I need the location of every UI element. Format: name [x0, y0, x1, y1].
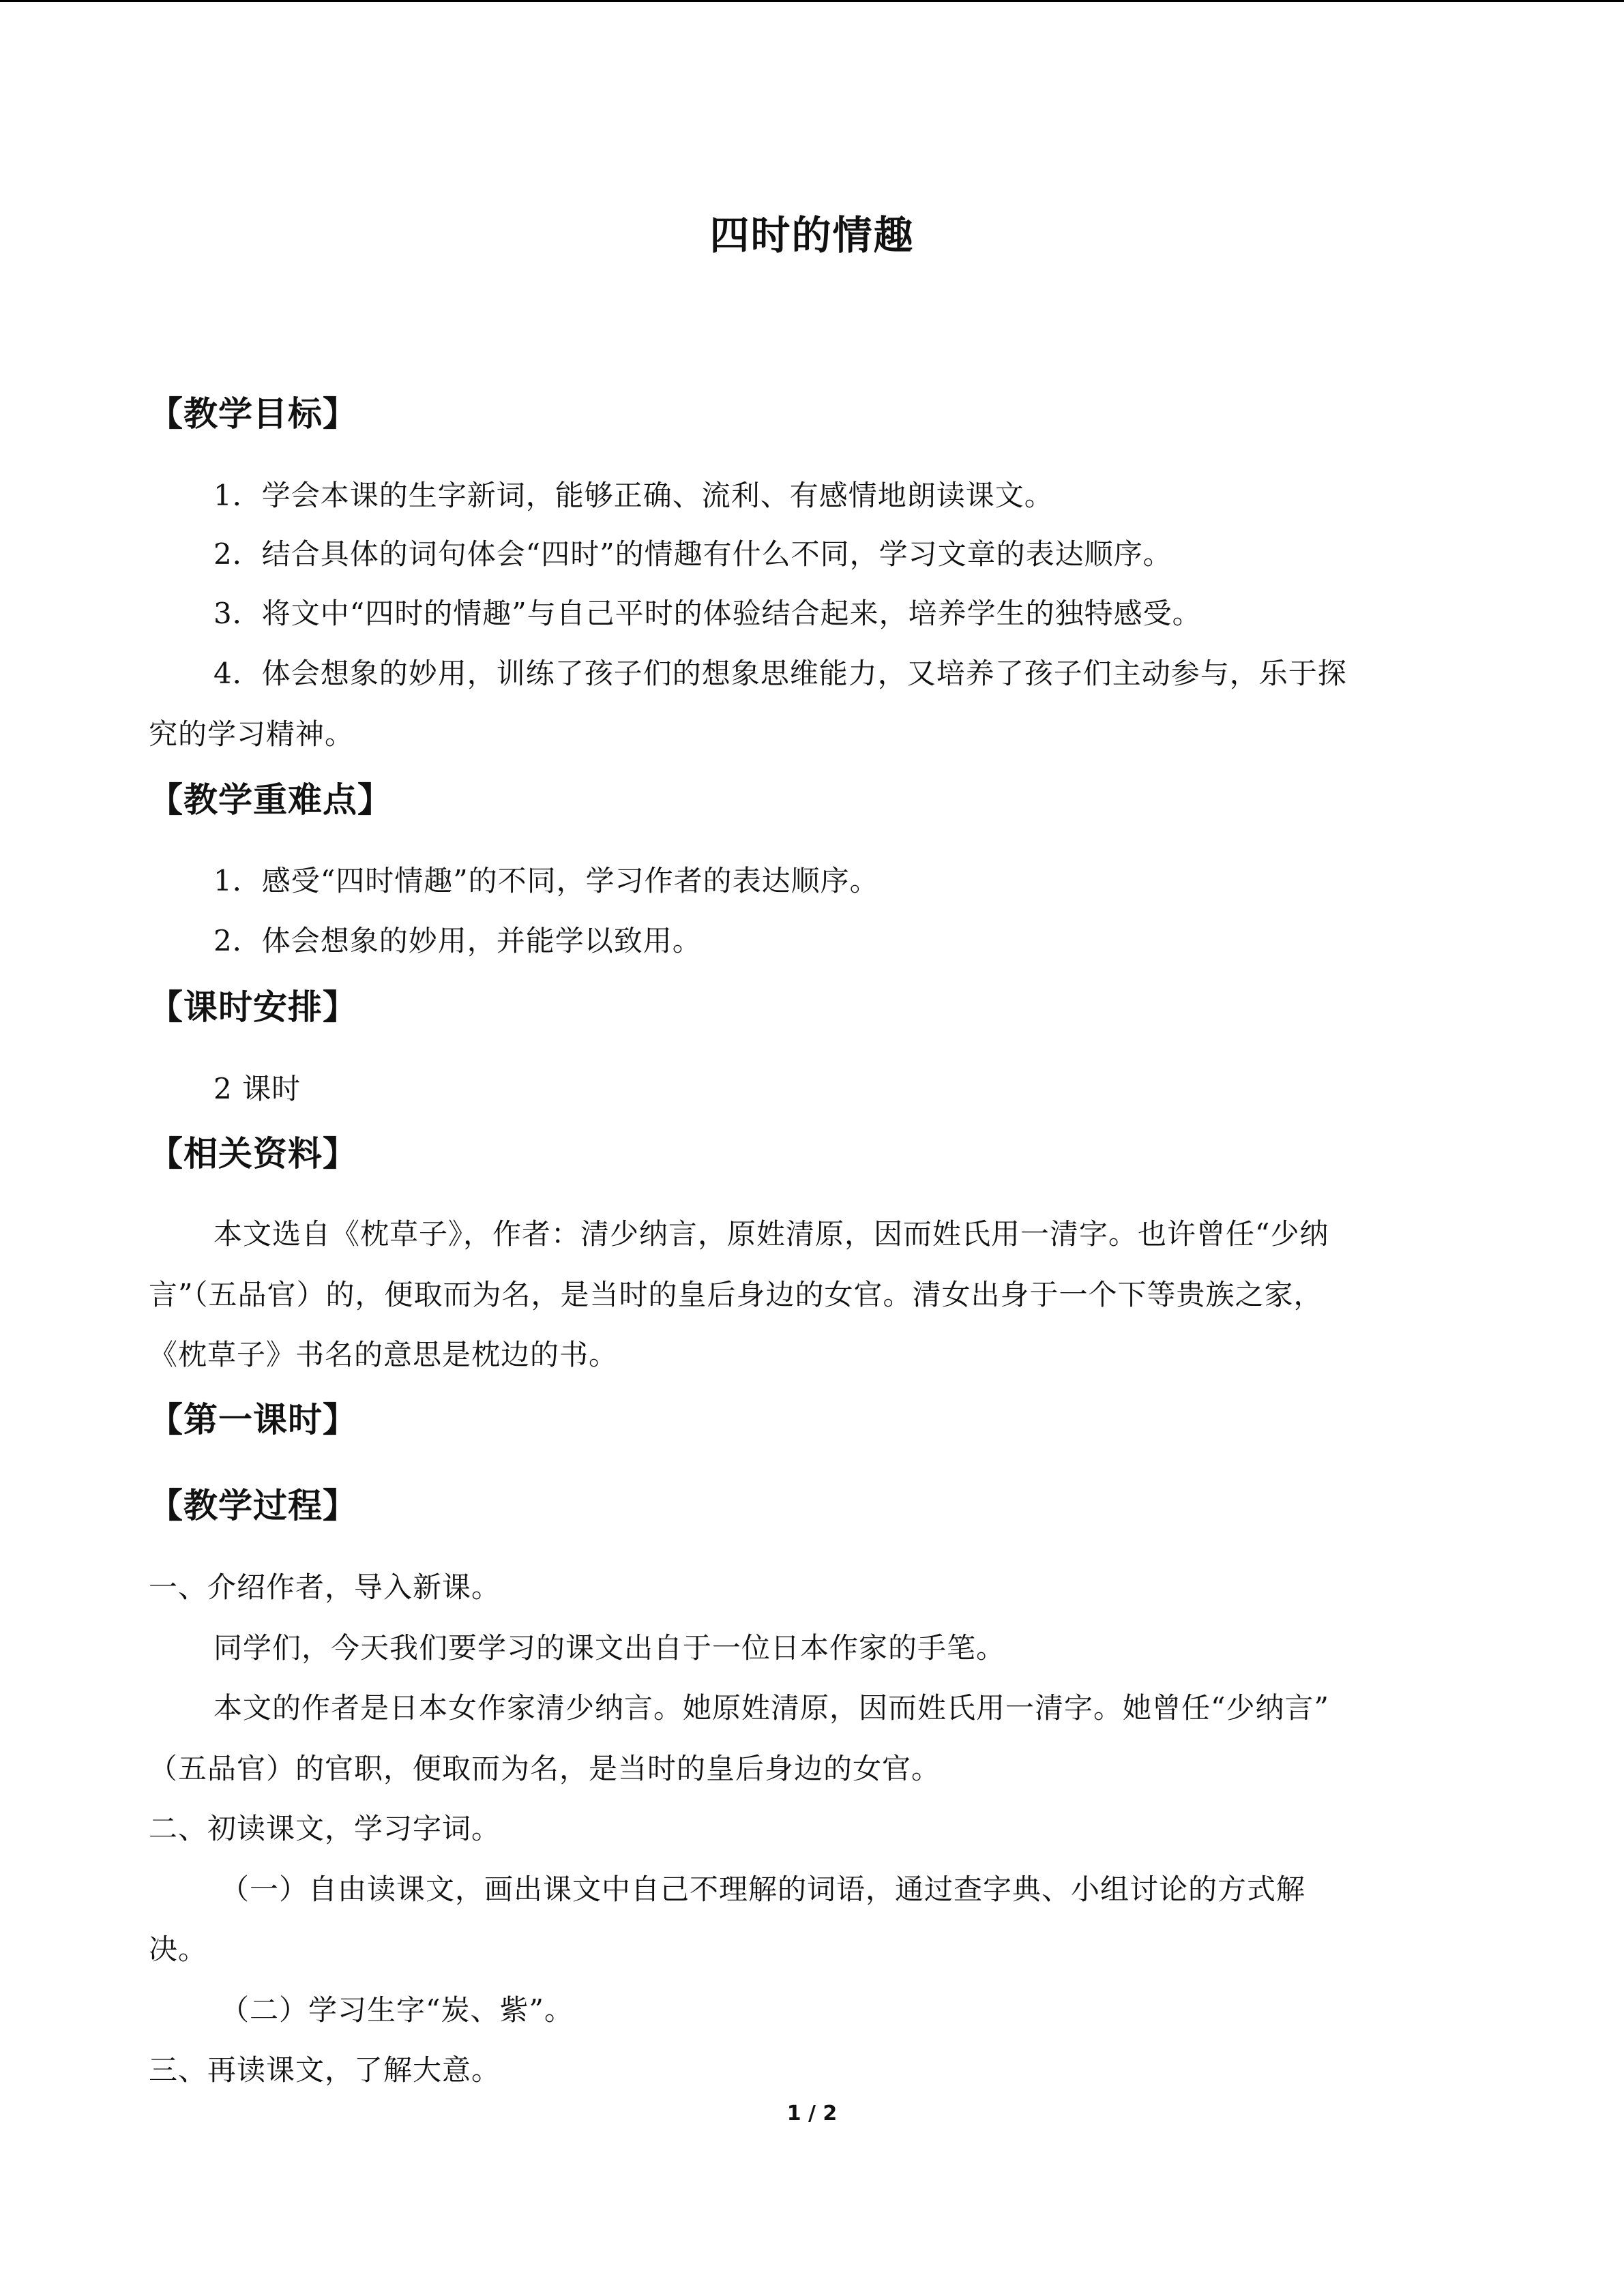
schedule-line-1: 2 课时 [213, 1072, 301, 1105]
materials-line-1: 本文选自《枕草子》，作者：清少纳言，原姓清原，因而姓氏用一清字。也许曾任“少纳 [213, 1217, 1329, 1251]
process-line-1: 一、介绍作者，导入新课。 [149, 1570, 501, 1604]
process-line-6: （一）自由读课文，画出课文中自己不理解的词语，通过查字典、小组讨论的方式解 [220, 1873, 1306, 1906]
key-point-line-1: 1．感受“四时情趣”的不同，学习作者的表达顺序。 [213, 864, 879, 897]
heading-process: 【教学过程】 [149, 1486, 357, 1525]
document-title: 四时的情趣 [709, 212, 915, 258]
process-line-7: 决。 [149, 1933, 208, 1966]
heading-schedule: 【课时安排】 [149, 987, 357, 1027]
process-line-3: 本文的作者是日本女作家清少纳言。她原姓清原，因而姓氏用一清字。她曾任“少纳言” [213, 1691, 1329, 1725]
objective-line-4: 4．体会想象的妙用，训练了孩子们的想象思维能力，又培养了孩子们主动参与，乐于探 [213, 657, 1347, 690]
heading-first-lesson: 【第一课时】 [149, 1400, 357, 1440]
heading-materials: 【相关资料】 [149, 1134, 357, 1174]
process-line-4: （五品官）的官职，便取而为名，是当时的皇后身边的女官。 [149, 1752, 941, 1785]
objective-line-3: 3．将文中“四时的情趣”与自己平时的体验结合起来，培养学生的独特感受。 [213, 597, 1202, 630]
objective-line-5: 究的学习精神。 [149, 717, 355, 751]
key-point-line-2: 2．体会想象的妙用，并能学以致用。 [213, 924, 702, 957]
process-line-8: （二）学习生字“炭、紫”。 [220, 1993, 574, 2027]
process-line-9: 三、再读课文，了解大意。 [149, 2053, 501, 2087]
heading-key-points: 【教学重难点】 [149, 780, 392, 820]
heading-objectives: 【教学目标】 [149, 394, 357, 434]
objective-line-1: 1．学会本课的生字新词，能够正确、流利、有感情地朗读课文。 [213, 479, 1054, 512]
materials-line-3: 《枕草子》书名的意思是枕边的书。 [149, 1338, 619, 1371]
page-number: 1 / 2 [786, 2102, 838, 2126]
objective-line-2: 2．结合具体的词句体会“四时”的情趣有什么不同，学习文章的表达顺序。 [213, 537, 1172, 571]
process-line-5: 二、初读课文，学习字词。 [149, 1812, 501, 1845]
process-line-2: 同学们，今天我们要学习的课文出自于一位日本作家的手笔。 [213, 1631, 1006, 1665]
materials-line-2: 言”（五品官）的，便取而为名，是当时的皇后身边的女官。清女出身于一个下等贵族之家， [149, 1278, 1323, 1311]
